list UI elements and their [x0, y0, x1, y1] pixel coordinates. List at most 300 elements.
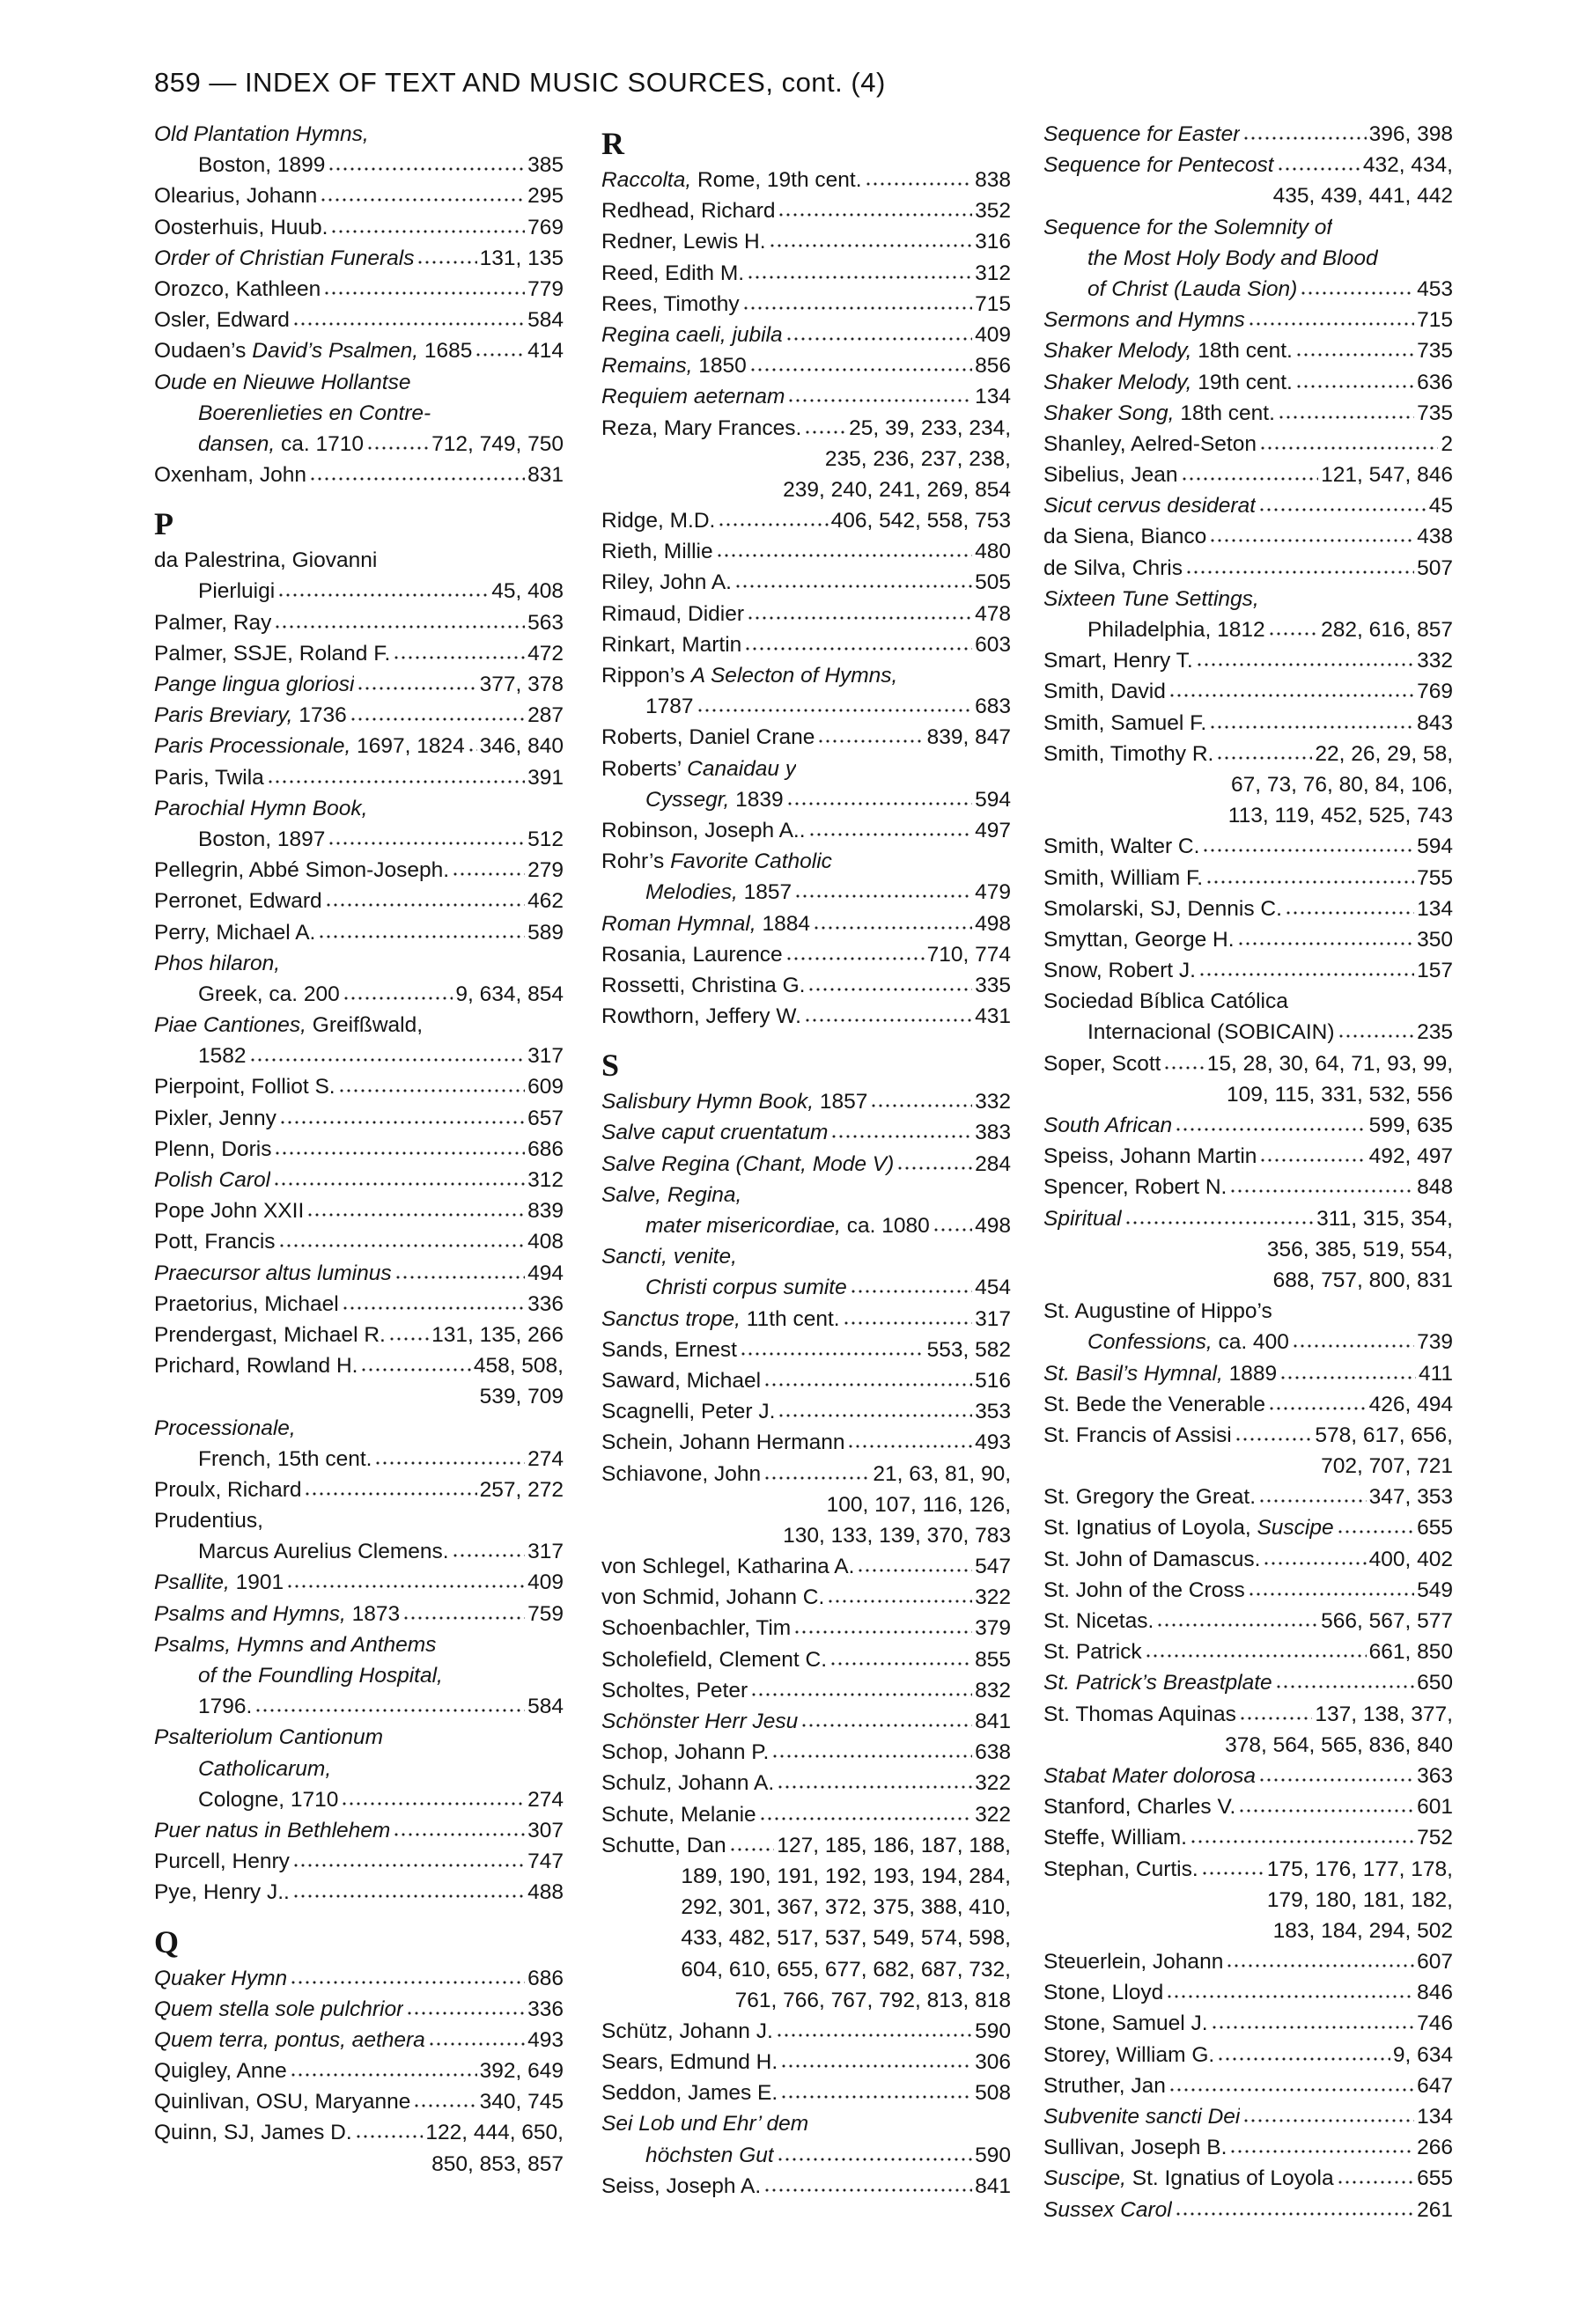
entry-text-segment: 1685: [418, 339, 473, 364]
entry-title-italic: Requiem aeternam: [601, 385, 785, 409]
index-entry-line: [1043, 2163, 1453, 2194]
entry-text-segment: Robinson, Joseph A..: [601, 818, 806, 842]
page-numbers: 282, 616, 857: [1321, 618, 1453, 642]
dot-leader: [742, 304, 973, 311]
entry-text-segment: St. Ignatius of Loyola,: [1043, 1516, 1257, 1541]
entry-text: [601, 1365, 761, 1396]
index-entry-line: [601, 939, 1011, 970]
index-entry-line: [154, 398, 564, 429]
entry-title-italic: Roman Hymnal,: [601, 911, 756, 936]
entry-text-segment: von Schmid, Johann C.: [601, 1585, 825, 1610]
dot-leader: [278, 1241, 526, 1248]
index-entry-line: [601, 2140, 1011, 2171]
entry-text: [645, 877, 792, 908]
entry-title-italic: Old Plantation Hymns,: [154, 122, 369, 146]
dot-leader: [1211, 2023, 1415, 2030]
entry-text: [1043, 1296, 1272, 1327]
entry-text-segment: 19th cent.: [1191, 370, 1293, 394]
entry-text: [601, 320, 783, 350]
dot-leader: [1168, 2085, 1414, 2092]
entry-text: [154, 762, 264, 793]
page-numbers: 655: [1417, 1516, 1453, 1541]
dot-leader: [393, 653, 525, 660]
entry-text: [1043, 1822, 1187, 1853]
dot-leader: [1216, 754, 1312, 761]
entry-title-italic: dansen,: [198, 431, 276, 456]
index-entry-line: [601, 1892, 1011, 1923]
index-entry-line: [154, 1877, 564, 1908]
dot-leader: [402, 1614, 525, 1621]
page-numbers: 340, 745: [479, 2090, 564, 2114]
index-entry-line: [601, 2171, 1011, 2202]
index-entry-line: [601, 258, 1011, 289]
dot-leader: [829, 1659, 972, 1666]
entry-text: [154, 1629, 436, 1660]
index-entry-line: [1043, 367, 1453, 398]
entry-text: [1043, 1420, 1232, 1451]
dot-leader: [1275, 1682, 1414, 1689]
entry-text-segment: Schiavone, John: [601, 1461, 762, 1486]
index-entry-line: [601, 1149, 1011, 1180]
entry-text: [1043, 1761, 1256, 1791]
index-entry-line: [1043, 1699, 1453, 1730]
entry-text-segment: St. John of Damascus.: [1043, 1547, 1261, 1571]
page-numbers: 316: [975, 230, 1011, 254]
index-entry-line: [154, 1226, 564, 1257]
entry-text-segment: Schein, Johann Hermann: [601, 1430, 845, 1455]
entry-text-segment: ca. 1710: [275, 431, 364, 456]
page-numbers: 603: [975, 632, 1011, 657]
page-numbers: 292, 301, 367, 372, 375, 388, 410,: [681, 1895, 1011, 1920]
dot-leader: [1229, 2147, 1414, 2154]
page-numbers: 312: [527, 1168, 564, 1192]
entry-title-italic: Paris Processionale,: [154, 734, 351, 759]
page-numbers: 22, 26, 29, 58,: [1315, 741, 1453, 766]
entry-text-segment: Proulx, Richard: [154, 1477, 302, 1502]
page-numbers: 508: [975, 2081, 1011, 2106]
entry-text: [154, 2056, 287, 2086]
entry-text-segment: St. Augustine of Hippo’s: [1043, 1299, 1272, 1324]
index-entry-line: [601, 1001, 1011, 1032]
dot-leader: [328, 165, 525, 172]
page-numbers: 494: [527, 1261, 564, 1285]
index-entry-line: [601, 474, 1011, 505]
page-numbers: 392, 649: [479, 2059, 564, 2084]
index-entry-line: [1043, 119, 1453, 150]
index-entry-line: [601, 444, 1011, 474]
entry-text-segment: Steuerlein, Johann: [1043, 1950, 1224, 1975]
page-numbers: 131, 135: [479, 246, 564, 270]
page-numbers: 547: [975, 1555, 1011, 1579]
index-entry-line: [154, 305, 564, 335]
index-entry-line: [1043, 955, 1453, 986]
dot-leader: [1235, 1435, 1313, 1442]
index-entry-line: [601, 1861, 1011, 1892]
index-entry-line: [154, 1134, 564, 1165]
index-entry-line: [1043, 1172, 1453, 1202]
entry-text: [601, 1241, 737, 1272]
dot-leader: [1263, 1559, 1366, 1566]
index-entry-line: [154, 669, 564, 700]
entry-title-italic: höchsten Gut: [645, 2143, 774, 2167]
entry-title-italic: Processionale,: [154, 1416, 296, 1440]
index-entry-line: [1043, 2195, 1453, 2225]
page-numbers: 352: [975, 199, 1011, 224]
entry-text: [154, 1195, 304, 1226]
entry-text-segment: St. Nicetas.: [1043, 1609, 1154, 1633]
entry-text-segment: Saward, Michael: [601, 1368, 762, 1393]
dot-leader: [273, 1180, 525, 1187]
entry-text: [645, 1272, 847, 1303]
page-numbers: 839, 847: [926, 725, 1011, 750]
index-entry-line: [601, 908, 1011, 939]
dot-leader: [452, 870, 525, 877]
index-entry-line: [601, 970, 1011, 1001]
dot-leader: [777, 2155, 972, 2162]
entry-text: [601, 1582, 824, 1613]
page-numbers: 498: [975, 911, 1011, 936]
index-entry-line: [154, 335, 564, 366]
page-numbers: 702, 707, 721: [1321, 1454, 1453, 1479]
entry-title-italic: Quaker Hymn: [154, 1966, 288, 1990]
index-entry-line: [1043, 1575, 1453, 1606]
index-entry-line: [154, 1536, 564, 1567]
entry-text-segment: Cologne, 1710: [198, 1787, 339, 1812]
page-numbers: 21, 63, 81, 90,: [873, 1461, 1011, 1486]
entry-text-segment: Olearius, Johann: [154, 184, 318, 209]
entry-text-segment: Smolarski, SJ, Dennis C.: [1043, 896, 1282, 921]
page-numbers: 832: [975, 1678, 1011, 1703]
index-entry-line: [601, 1923, 1011, 1953]
entry-text-segment: 1839: [729, 787, 784, 812]
page-numbers: 454: [975, 1276, 1011, 1300]
index-entry-line: [601, 2078, 1011, 2108]
entry-title-italic: Spiritual: [1043, 1206, 1122, 1231]
entry-text-segment: Sibelius, Jean: [1043, 463, 1178, 488]
dot-leader: [808, 830, 973, 837]
entry-text-segment: Stanford, Charles V.: [1043, 1795, 1236, 1820]
entry-title-italic: Sicut cervus desiderat: [1043, 494, 1257, 518]
dot-leader: [1238, 1806, 1414, 1813]
entry-title-italic: Sermons and Hymns: [1043, 308, 1245, 333]
entry-text-segment: Redner, Lewis H.: [601, 230, 766, 254]
entry-title-italic: Quem stella sole pulchrior: [154, 1997, 404, 2021]
index-column-1: [154, 119, 564, 2180]
entry-text: [601, 1180, 741, 1210]
index-entry-line: [1043, 243, 1453, 274]
entry-text: [601, 2171, 761, 2202]
page-numbers: 755: [1417, 865, 1453, 890]
entry-text: [154, 2025, 425, 2056]
entry-text-segment: Roberts, Daniel Crane: [601, 725, 815, 750]
page-numbers: 189, 190, 191, 192, 193, 194, 284,: [681, 1864, 1011, 1888]
entry-text: [601, 413, 801, 444]
entry-title-italic: Salve, Regina,: [601, 1182, 742, 1207]
index-entry-line: [1043, 986, 1453, 1017]
index-entry-line: [154, 1629, 564, 1660]
page-numbers: 122, 444, 650,: [425, 2121, 564, 2145]
index-entry-line: [1043, 800, 1453, 831]
index-entry-line: [154, 979, 564, 1010]
page-numbers: 563: [527, 610, 564, 635]
entry-text: [198, 398, 431, 429]
dot-leader: [350, 715, 525, 722]
entry-text: [1043, 1482, 1256, 1512]
entry-title-italic: Psalms, Hymns and Anthems: [154, 1632, 437, 1657]
dot-leader: [1166, 1992, 1414, 1999]
page-numbers: 287: [527, 703, 564, 728]
page-numbers: 715: [975, 291, 1011, 316]
entry-title-italic: Christi corpus sumite: [645, 1276, 847, 1300]
index-entry-line: [154, 731, 564, 761]
index-entry-line: [1043, 1296, 1453, 1327]
page-numbers: 599, 635: [1368, 1114, 1453, 1137]
entry-title-italic: of Christ (Lauda Sion): [1087, 276, 1298, 301]
dot-leader: [343, 994, 453, 1001]
entry-text: [601, 505, 715, 536]
page-numbers: 435, 439, 441, 442: [1272, 184, 1453, 209]
page-numbers: 396, 398: [1368, 122, 1453, 146]
page-numbers: 332: [975, 1090, 1011, 1114]
index-entry-line: [601, 846, 1011, 877]
entry-text-segment: 1857: [814, 1090, 868, 1114]
entry-text: [154, 886, 322, 916]
index-entry-line: [1043, 1141, 1453, 1172]
entry-text-segment: Prichard, Rowland H.: [154, 1354, 358, 1379]
entry-text-segment: Stephan, Curtis.: [1043, 1857, 1198, 1881]
index-entry-line: [601, 877, 1011, 908]
entry-text: [154, 1722, 383, 1753]
entry-text-segment: Sears, Edmund H.: [601, 2050, 778, 2075]
letter-heading: Q: [154, 1923, 180, 1960]
entry-text-segment: Scholefield, Clement C.: [601, 1647, 828, 1672]
index-entry-line: [601, 1180, 1011, 1210]
index-entry-line: [154, 793, 564, 824]
entry-text-segment: Struther, Jan: [1043, 2073, 1166, 2098]
entry-text: [198, 150, 325, 180]
entry-text: [601, 846, 832, 877]
entry-text-segment: Greek, ca. 200: [198, 982, 340, 1006]
entry-title-italic: Shaker Melody,: [1043, 370, 1192, 394]
page-numbers: 157: [1417, 959, 1453, 983]
entry-text-segment: Pott, Francis: [154, 1230, 276, 1254]
index-entry-line: [1043, 1203, 1453, 1234]
entry-text: [601, 2016, 773, 2047]
entry-text-segment: Quinn, SJ, James D.: [154, 2121, 352, 2145]
entry-title-italic: Salve caput cruentatum: [601, 1121, 829, 1145]
entry-title-italic: Schönster Herr Jesu: [601, 1710, 799, 1733]
page-numbers: 266: [1417, 2136, 1453, 2160]
page-numbers: 67, 73, 76, 80, 84, 106,: [1230, 772, 1453, 797]
entry-title-italic: Pange lingua gloriosi: [154, 673, 355, 696]
page-numbers: 479: [975, 880, 1011, 905]
entry-text-segment: Prendergast, Michael R.: [154, 1322, 386, 1347]
entry-text-segment: Quigley, Anne: [154, 2059, 287, 2084]
dot-leader: [1337, 2178, 1415, 2185]
entry-text: [1043, 1977, 1163, 2008]
index-entry-line: [1043, 769, 1453, 800]
entry-text: [601, 1830, 726, 1861]
index-entry-line: [601, 1644, 1011, 1675]
dot-leader: [780, 2092, 972, 2100]
index-entry-line: [1043, 1544, 1453, 1575]
entry-text-segment: 1873: [345, 1601, 401, 1626]
dot-leader: [366, 444, 429, 451]
dot-leader: [292, 1861, 525, 1868]
dot-leader: [1285, 908, 1414, 916]
index-entry-line: [1043, 1854, 1453, 1885]
index-entry-line: [1043, 1451, 1453, 1482]
entry-text-segment: Smith, Walter C.: [1043, 835, 1200, 859]
dot-leader: [1124, 1218, 1315, 1225]
index-entry-line: [154, 886, 564, 916]
entry-text-segment: St. Francis of Assisi: [1043, 1423, 1232, 1447]
page-numbers: 769: [527, 215, 564, 239]
index-entry-line: [1043, 490, 1453, 521]
dot-leader: [357, 684, 476, 691]
index-entry-line: [154, 1413, 564, 1444]
entry-text-segment: Steffe, William.: [1043, 1826, 1187, 1850]
dot-leader: [759, 1814, 972, 1821]
entry-text: [601, 629, 741, 660]
entry-text: [154, 2086, 410, 2117]
page-numbers: 478: [975, 601, 1011, 626]
dot-leader: [325, 901, 525, 908]
entry-text-segment: Soper, Scott: [1043, 1051, 1161, 1076]
index-entry-line: [154, 1754, 564, 1784]
page-numbers: 322: [975, 1585, 1011, 1610]
entry-text-segment: Pellegrin, Abbé Simon-Joseph.: [154, 858, 450, 883]
index-entry-line: [1043, 1822, 1453, 1853]
dot-leader: [1201, 1869, 1264, 1876]
index-entry-line: [154, 2025, 564, 2056]
index-entry-line: [154, 1784, 564, 1815]
entry-text: [1043, 1389, 1265, 1420]
entry-text: [601, 1001, 801, 1032]
entry-text: [601, 1799, 756, 1830]
dot-leader: [323, 289, 525, 296]
page-numbers: 347, 353: [1368, 1485, 1453, 1510]
entry-text: [154, 607, 271, 638]
dot-leader: [734, 582, 972, 589]
entry-text-segment: Pope John XXII: [154, 1199, 305, 1224]
dot-leader: [290, 2070, 477, 2078]
index-entry-line: [601, 1706, 1011, 1737]
index-entry-line: [601, 754, 1011, 784]
entry-text: [1043, 894, 1282, 924]
page-numbers: 25, 39, 233, 234,: [849, 416, 1011, 440]
dot-leader: [1258, 1497, 1367, 1504]
entry-text: [154, 1846, 290, 1877]
dot-leader: [785, 954, 925, 961]
index-entry-line: [601, 784, 1011, 815]
dot-leader: [1268, 629, 1319, 636]
entry-title-italic: of the Foundling Hospital,: [198, 1664, 443, 1688]
dot-leader: [1259, 1156, 1366, 1163]
index-entry-line: [1043, 676, 1453, 707]
page-numbers: 761, 766, 767, 792, 813, 818: [734, 1988, 1011, 2012]
page-numbers: 431: [975, 1004, 1011, 1029]
page-numbers: 594: [975, 787, 1011, 812]
entry-text: [601, 195, 775, 226]
entry-text: [154, 1567, 284, 1598]
page-header: 859 — INDEX OF TEXT AND MUSIC SOURCES, cont. (4): [154, 67, 886, 98]
index-entry-line: [154, 638, 564, 669]
entry-text: [1043, 1110, 1172, 1141]
dot-leader: [1202, 846, 1414, 853]
index-entry-line: [1043, 1916, 1453, 1946]
entry-text-segment: Palmer, SSJE, Roland F.: [154, 641, 391, 666]
page-numbers: 432, 434,: [1362, 153, 1453, 178]
dot-leader: [355, 2132, 424, 2139]
dot-leader: [274, 622, 525, 629]
index-entry-line: [1043, 521, 1453, 552]
entry-text: [1043, 924, 1235, 955]
page-numbers: 131, 135, 266: [431, 1322, 564, 1347]
dot-leader: [794, 892, 972, 899]
page-numbers: 647: [1417, 2073, 1453, 2098]
index-entry-line: [601, 815, 1011, 846]
page-numbers: 400, 402: [1368, 1547, 1453, 1571]
entry-text: [1043, 553, 1183, 584]
entry-text-segment: Schulz, Johann A.: [601, 1771, 775, 1796]
entry-text-segment: 1901: [229, 1570, 284, 1595]
entry-title-italic: Regina caeli, jubila: [601, 322, 783, 347]
index-entry-line: [1043, 1636, 1453, 1667]
page-numbers: 332: [1417, 649, 1453, 673]
entry-text: [1087, 243, 1378, 274]
entry-text: [154, 1289, 339, 1320]
entry-text: [154, 305, 290, 335]
page-numbers: 414: [527, 339, 564, 364]
dot-leader: [870, 1101, 972, 1108]
page-numbers: 584: [527, 308, 564, 333]
index-entry-line: [601, 1117, 1011, 1148]
entry-text: [198, 1691, 252, 1722]
entry-title-italic: Cyssegr,: [645, 787, 730, 812]
dot-leader: [1198, 970, 1414, 977]
entry-title-italic: Shaker Melody,: [1043, 339, 1192, 364]
index-entry-line: [154, 762, 564, 793]
page-numbers: 257, 272: [479, 1477, 564, 1502]
dot-leader: [800, 1721, 972, 1728]
dot-leader: [857, 1566, 972, 1573]
dot-leader: [1279, 1373, 1416, 1380]
dot-leader: [1295, 350, 1414, 357]
dot-leader: [749, 365, 972, 372]
page-numbers: 346, 840: [479, 734, 564, 759]
index-entry-line: [1043, 1234, 1453, 1265]
index-entry-line: [1043, 584, 1453, 614]
entry-text: [601, 1459, 761, 1489]
index-entry-line: [1043, 150, 1453, 180]
index-entry-line: [601, 1210, 1011, 1241]
page-numbers: 636: [1417, 370, 1453, 394]
dot-leader: [338, 1086, 525, 1093]
page-numbers: 472: [527, 641, 564, 666]
index-entry-line: [154, 1258, 564, 1289]
entry-text: [601, 1644, 827, 1675]
index-entry-line: [601, 629, 1011, 660]
entry-text: [1043, 1606, 1154, 1636]
page-numbers: 411: [1418, 1361, 1453, 1386]
entry-text-segment: 1697, 1824: [350, 734, 465, 759]
dot-leader: [729, 1845, 775, 1852]
dot-leader: [1145, 1651, 1367, 1658]
page-numbers: 549: [1417, 1578, 1453, 1602]
page-numbers: 747: [527, 1850, 564, 1874]
entry-title-italic: Polish Carol: [154, 1168, 271, 1192]
